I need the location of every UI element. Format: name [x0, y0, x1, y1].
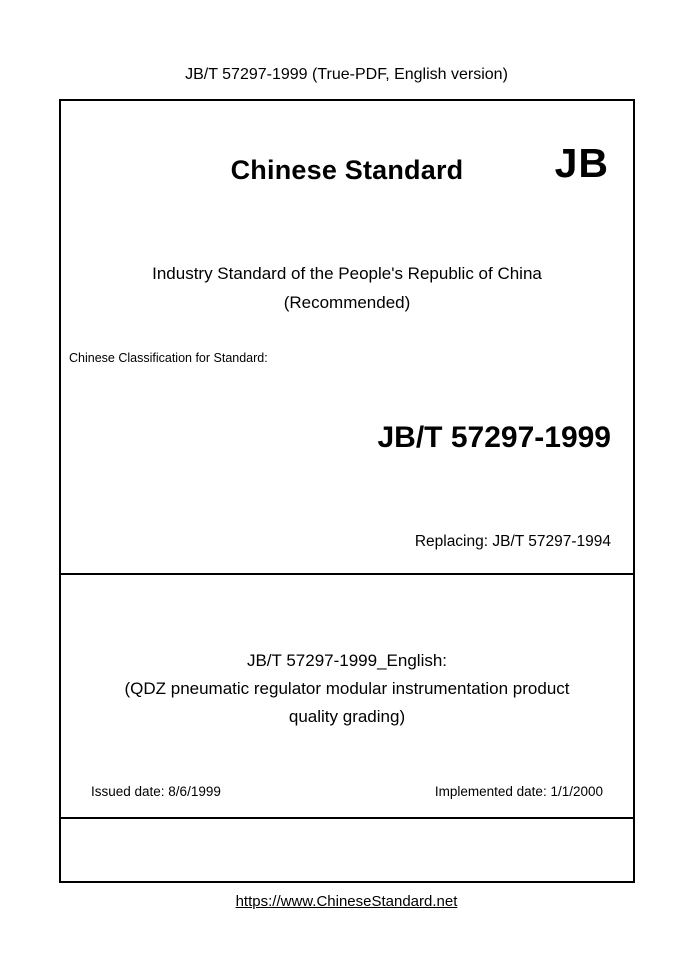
english-title-line-2: (QDZ pneumatic regulator modular instrumentation product — [124, 679, 570, 698]
english-title-line-3: quality grading) — [288, 707, 406, 726]
implemented-date: Implemented date: 1/1/2000 — [434, 784, 603, 799]
industry-standard-line — [61, 259, 633, 317]
issued-date: Issued date: 8/6/1999 — [91, 784, 221, 799]
dates-row — [61, 784, 633, 799]
replacing-standard: Replacing: JB/T 57297-1994 — [414, 533, 611, 550]
industry-standard-line-2: (Recommended) — [283, 293, 411, 312]
classification-label: Chinese Classification for Standard: — [69, 351, 268, 365]
jb-logo-mark: JB — [554, 140, 609, 186]
cover-top-block — [61, 101, 633, 575]
cover-frame — [59, 99, 635, 883]
footer-website-link[interactable]: https://www.ChineseStandard.net — [235, 893, 458, 910]
standard-number: JB/T 57297-1999 — [377, 421, 611, 454]
industry-standard-line-1: Industry Standard of the People's Republic of China — [152, 264, 542, 283]
cover-title-block — [61, 575, 633, 819]
english-title-line-1: JB/T 57297-1999_English: — [246, 651, 448, 670]
standard-title: Chinese Standard — [230, 155, 464, 185]
english-title — [61, 647, 633, 731]
cover-bottom-block — [61, 819, 633, 881]
page-header-caption: JB/T 57297-1999 (True-PDF, English version) — [185, 66, 508, 83]
